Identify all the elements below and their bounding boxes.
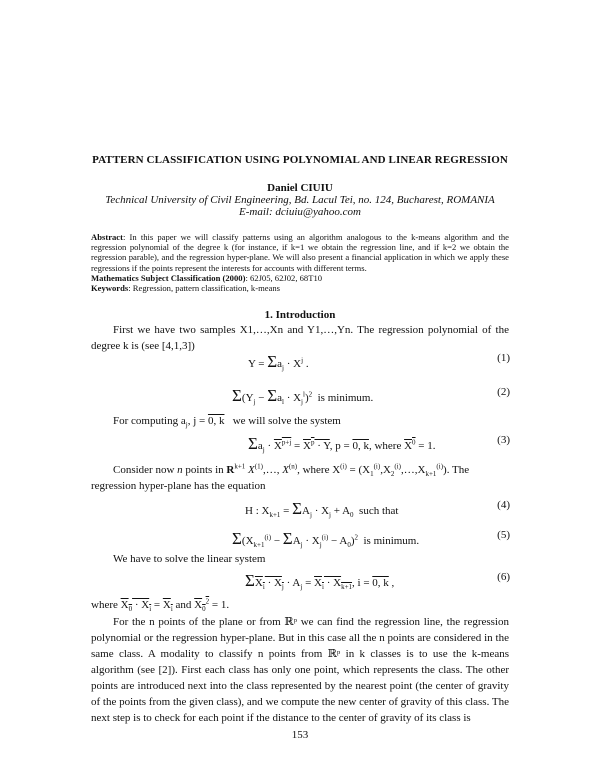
msc-label: Mathematics Subject Classification (2000) — [91, 273, 246, 283]
consider-text-1: Consider now — [113, 464, 175, 476]
keywords-line — [91, 283, 509, 293]
equation-6: $\Sigma X_i \cdot X_j \cdot A_j = X_i \cdot X_{k+1}$, i = 0, k , — [245, 571, 395, 592]
paper-title: PATTERN CLASSIFICATION USING POLYNOMIAL AND LINEAR REGRESSION — [92, 154, 508, 166]
equation-1: $Y = \Sigma a_j \cdot X^j$ . — [248, 352, 309, 373]
equation-3-number: (3) — [497, 434, 510, 446]
solve-line: We have to solve the linear system — [113, 553, 266, 565]
page-number: 153 — [291, 729, 309, 741]
consider-text-4: The — [452, 464, 470, 476]
consider-line-2: regression hyper-plane has the equation — [91, 480, 266, 492]
equation-5-number: (5) — [497, 529, 510, 541]
abstract — [91, 232, 509, 273]
computing-text: For computing — [113, 415, 179, 427]
equation-3-where: , where — [368, 440, 402, 452]
equation-2-text: is minimum. — [317, 392, 374, 404]
keywords-label: Keywords — [91, 283, 129, 293]
intro-paragraph: First we have two samples X1,…,Xn and Y1,…,Yn. The regression polynomial of the degree k is (see [4,1,3]) — [91, 324, 509, 352]
computing-tail: we will solve the system — [232, 415, 341, 427]
and-text: and — [175, 599, 192, 611]
consider-text-3: where — [302, 464, 330, 476]
where-line: where $X_0 \cdot X_i = X_i$ and $X_0^2 = 1$. — [91, 597, 230, 614]
abstract-text: : In this paper we will classify patterns using an algorithm analogous to the k-means algorithm and the regression polynomial of the degree k (for instance, if k=1 we obtain the regression line, and if k=2 we obtain the regression parable), and the regression hyper-plane. We will also present a financial application in which we apply these regressions if the points represent the interests for accounts with different terms. — [91, 232, 509, 273]
consider-text-2: points in — [185, 464, 224, 476]
msc-line — [91, 273, 509, 283]
equation-2: $\Sigma(Y_j - \Sigma a_l \cdot X_j^l)^2$ is minimum. — [232, 386, 374, 407]
msc-codes: : 62J05, 62J02, 68T10 — [245, 273, 323, 283]
keywords-text: : Regression, pattern classification, k-means — [128, 283, 281, 293]
equation-5: $\Sigma(X_{k+1}^{(i)} - \Sigma A_j \cdot X_j^{(i)} - A_0)^2$ is minimum. — [232, 529, 420, 550]
author-affiliation: Technical University of Civil Engineering, Bd. Lacul Tei, no. 124, Bucharest, ROMANIA — [105, 194, 495, 206]
equation-2-number: (2) — [497, 386, 510, 398]
author-name: Daniel CIUIU — [267, 182, 333, 194]
equation-4: H : $X_{k+1} = \Sigma A_j \cdot X_j + A_0$ such that — [245, 499, 399, 520]
abstract-label: Abstract — [91, 232, 123, 242]
equation-5-text: is minimum. — [363, 535, 420, 547]
author-email: E-mail: dciuiu@yahoo.com — [239, 206, 361, 218]
where-text: where — [91, 599, 118, 611]
consider-line: Consider now n points in $R^{k+1}$ $X^{(1)},\dots$, $X^{(n)}$, where $X^{(i)}$ = $(X_1^{(i)},X_2^{(i)},\dots,X_{k+1}^{(i)})$. The — [113, 462, 470, 479]
equation-1-number: (1) — [497, 352, 510, 364]
final-paragraph: For the n points of the plane or from ℝᵖ we can find the regression line, the regression polynomial or the regression hyper-plane. But in this case all the n points are considered in the same class. A modality to classify n points from ℝᵖ in k classes is to use the k-means algorithm (see [2]). First each class has only one point, which represents the class. The other points are introduced next into the class represented by the nearest point (the center of gravity of the points from the given class), and we compute the new center of gravity of this class. The next step is to check for each point if the distance to the center of gravity of its class is — [91, 616, 509, 724]
equation-3: $\Sigma a_j \cdot X^{p+j} = X^p \cdot Y$, p = 0, k, where $X^0 = 1$. — [248, 434, 436, 455]
computing-line: For computing $a_j$, j = 0, k we will solve the system — [113, 415, 341, 430]
section-heading: 1. Introduction — [264, 309, 336, 321]
equation-4-number: (4) — [497, 499, 510, 511]
equation-4-text: such that — [359, 505, 399, 517]
equation-6-number: (6) — [497, 571, 510, 583]
